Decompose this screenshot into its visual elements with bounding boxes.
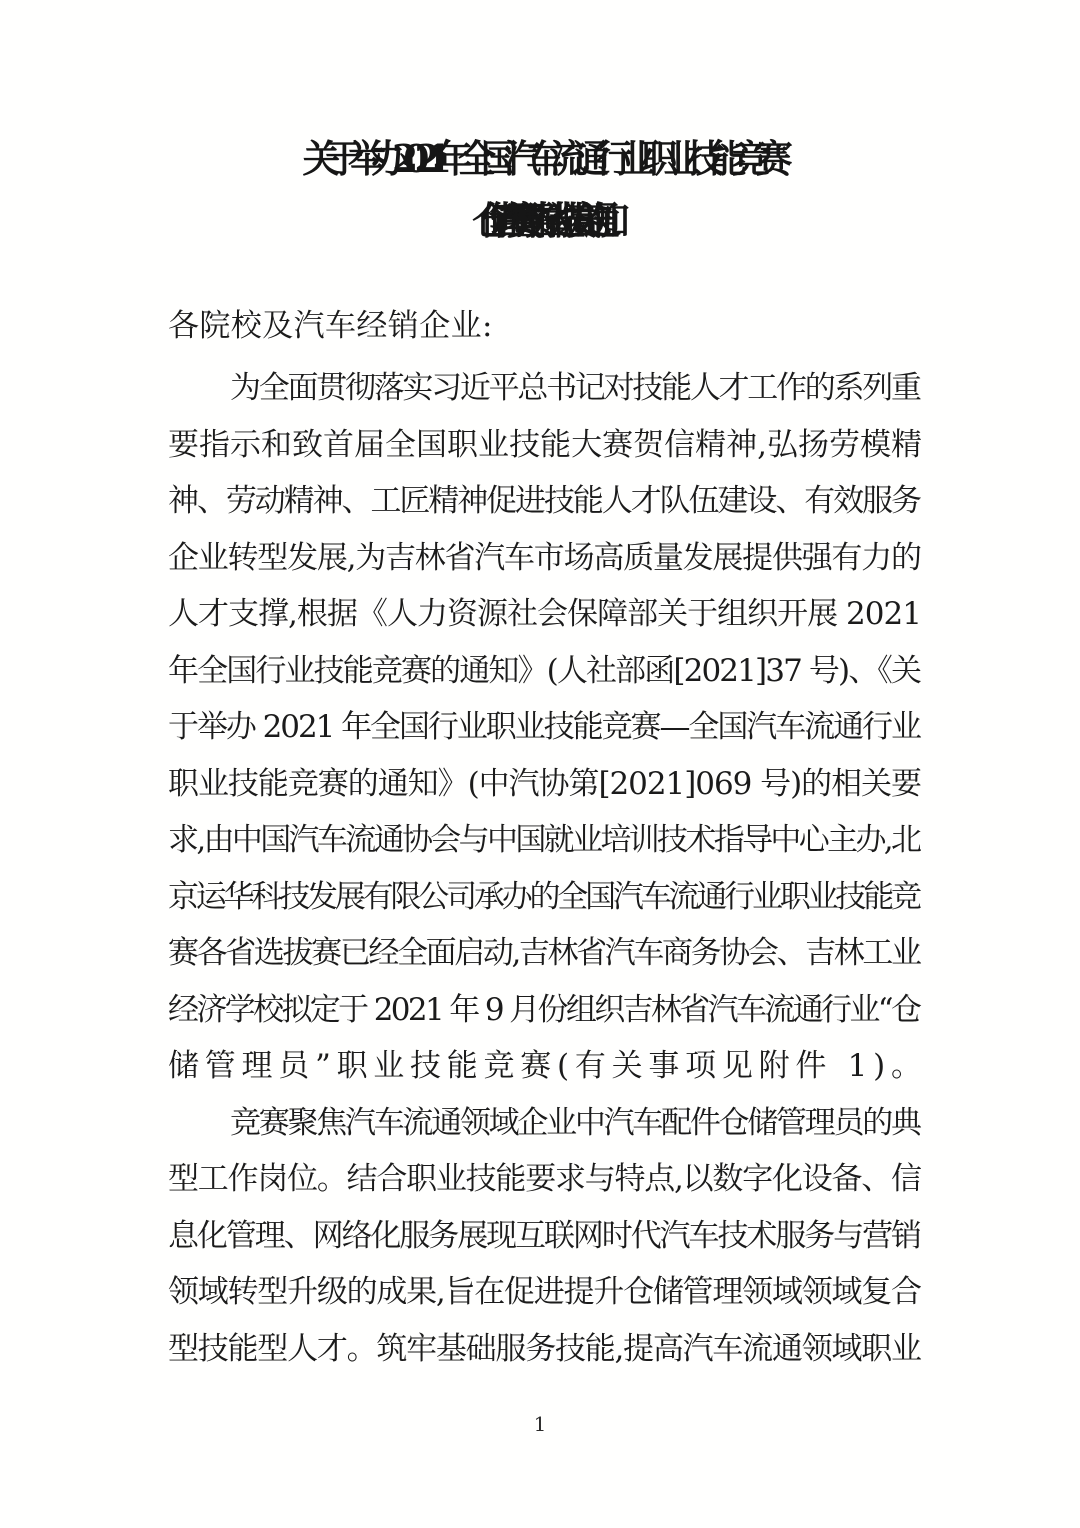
body-line: 要指示和致首届全国职业技能大赛贺信精神,弘扬劳模精 (168, 426, 923, 463)
title-line-1: 关于举办 2021 年全国汽车流通行业职业技能竞赛 (302, 136, 778, 181)
body-line: 京运华科技发展有限公司承办的全国汽车流通行业职业技能竞 (168, 878, 919, 915)
body-line: 息化管理、网络化服务展现互联网时代汽车技术服务与营销 (168, 1217, 920, 1254)
body-line: 职业技能竞赛的通知》(中汽协第[2021]069 号)的相关要 (168, 765, 921, 802)
document-body (168, 298, 928, 1377)
title-line-2: “仓储管理员”赛项吉林省选拔赛的通知 (479, 198, 601, 243)
body-line: 型工作岗位。结合职业技能要求与特点,以数字化设备、信 (168, 1161, 921, 1197)
body-line: 年全国行业技能竞赛的通知》(人社部函[2021]37 号)、《关 (168, 652, 921, 689)
paragraph-2 (168, 1095, 922, 1378)
body-line: 求,由中国汽车流通协会与中国就业培训技术指导中心主办,北 (168, 822, 920, 858)
body-line: 为全面贯彻落实习近平总书记对技能人才工作的系列重 (230, 370, 920, 406)
paragraph-1 (168, 360, 928, 1095)
body-line: 企业转型发展,为吉林省汽车市场高质量发展提供强有力的 (168, 539, 921, 576)
body-line: 神、劳动精神、工匠精神促进技能人才队伍建设、有效服务 (168, 483, 920, 519)
body-line: 竞赛聚焦汽车流通领域企业中汽车配件仓储管理员的典 (230, 1104, 920, 1141)
body-line: 经济学校拟定于 2021 年 9 月份组织吉林省汽车流通行业“仓 (168, 991, 920, 1028)
page-number: 1 (533, 1412, 547, 1436)
body-line: 型技能型人才。筑牢基础服务技能,提高汽车流通领域职业 (168, 1330, 921, 1367)
salutation: 各院校及汽车经销企业: (168, 308, 493, 344)
body-line: 于举办 2021 年全国行业职业技能竞赛—全国汽车流通行业 (168, 709, 920, 745)
body-line: 人才支撑,根据《人力资源社会保障部关于组织开展 2021 (168, 596, 921, 632)
body-line: 赛各省选拔赛已经全面启动,吉林省汽车商务协会、吉林工业 (168, 935, 920, 971)
body-line: 领域转型升级的成果,旨在促进提升仓储管理领域领域复合 (168, 1274, 921, 1310)
page-title (0, 128, 1080, 252)
body-line: 储管理员”职业技能竞赛(有关事项见附件 1)。 (168, 1048, 928, 1084)
